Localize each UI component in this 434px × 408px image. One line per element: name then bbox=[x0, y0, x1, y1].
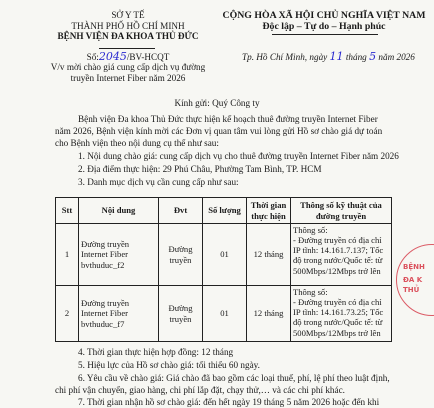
date-month: 5 bbox=[369, 50, 377, 63]
col-header-spec: Thông số kỹ thuật của đường truyền bbox=[291, 198, 392, 224]
cell-spec bbox=[291, 286, 392, 342]
list-item: 1. Nội dung chào giá: cung cấp dịch vụ cho thuê đường truyền Internet Fiber năm 2026 bbox=[78, 151, 399, 161]
cell-content: Đường truyền Internet Fiber bvthuduc_f7 bbox=[79, 286, 159, 342]
col-header-duration: Thời gian thực hiện bbox=[247, 198, 291, 224]
cell-quantity: 01 bbox=[203, 224, 247, 286]
cell-stt: 2 bbox=[56, 286, 79, 342]
cell-duration: 12 tháng bbox=[247, 224, 291, 286]
greeting: Kính gửi: Quý Công ty bbox=[174, 98, 260, 108]
official-stamp bbox=[396, 244, 434, 316]
spec-detail: - Đường truyền có địa chỉ IP tĩnh: 14.161.73.25; Tốc độ trong nước/Quốc tế: từ 500Mbps/12Mbps trở lên bbox=[293, 297, 384, 338]
subject-line: V/v mời chào giá cung cấp dịch vụ đường bbox=[50, 62, 206, 72]
hospital-name: BỆNH VIỆN ĐA KHOA THỦ ĐỨC bbox=[57, 31, 199, 42]
col-header-unit: Đvt bbox=[159, 198, 203, 224]
cell-unit: Đường truyền bbox=[159, 224, 203, 286]
date-suffix: năm 2026 bbox=[378, 52, 415, 62]
list-item: 2. Địa điểm thực hiện: 29 Phú Châu, Phường Tam Bình, TP. HCM bbox=[78, 164, 322, 174]
table-row bbox=[56, 224, 392, 286]
intro-line: cho Bệnh viện theo nội dung cụ thể như sau: bbox=[55, 138, 219, 148]
nation-title: CỘNG HÒA XÃ HỘI CHỦ NGHĨA VIỆT NAM bbox=[222, 10, 426, 21]
service-table bbox=[55, 197, 392, 342]
intro-line: năm 2026, Bệnh viện kính mời các Đơn vị quan tâm vui lòng gửi Hồ sơ chào giá dự toán bbox=[55, 126, 383, 136]
city-name: THÀNH PHỐ HỒ CHÍ MINH bbox=[71, 20, 185, 31]
doc-no-prefix: Số: bbox=[86, 52, 99, 62]
spec-label: Thông số: bbox=[293, 287, 328, 297]
cell-spec bbox=[291, 224, 392, 286]
table-row bbox=[56, 286, 392, 342]
list-item: 7. Thời gian nhận hồ sơ chào giá: đến hết ngày 19 tháng 5 năm 2026 hoặc đến khi bbox=[78, 397, 380, 407]
date-line bbox=[242, 51, 415, 64]
left-header bbox=[38, 10, 218, 42]
col-header-content: Nội dung bbox=[79, 198, 159, 224]
date-mid: tháng bbox=[345, 52, 367, 62]
cell-quantity: 01 bbox=[203, 286, 247, 342]
cell-unit: Đường truyền bbox=[159, 286, 203, 342]
stamp-text: BỆNH bbox=[403, 263, 425, 271]
motto-underline bbox=[272, 34, 378, 35]
col-header-stt: Stt bbox=[56, 198, 79, 224]
subject-line: truyền Internet Fiber năm 2026 bbox=[70, 72, 186, 83]
right-header bbox=[214, 10, 434, 33]
left-header-underline bbox=[99, 48, 155, 49]
spec-label: Thông số: bbox=[293, 225, 328, 235]
list-item-continuation: chi phí vận chuyển, giao hàng, chi phí lắp đặt, chạy thử,… và các chi phí khác. bbox=[55, 385, 345, 395]
table-header-row bbox=[56, 198, 392, 224]
list-item: 3. Danh mục dịch vụ cần cung cấp như sau: bbox=[78, 177, 239, 187]
doc-no-suffix: /BV-HCQT bbox=[126, 52, 170, 62]
spec-detail: - Đường truyền có địa chỉ IP tĩnh: 14.161.7.137; Tốc độ trong nước/Quốc tế: từ 500Mbps/12Mbps trở lên bbox=[293, 235, 384, 276]
stamp-text: ĐA K bbox=[403, 276, 423, 284]
date-prefix: Tp. Hồ Chí Minh, ngày bbox=[242, 52, 328, 62]
col-header-quantity: Số lượng bbox=[203, 198, 247, 224]
doc-no-handwritten: 2045 bbox=[98, 50, 127, 63]
stamp-text: THỦ bbox=[403, 286, 420, 294]
list-item: 6. Yêu cầu về chào giá: Giá chào đã bao gồm các loại thuế, phí, lệ phí theo luật định, bbox=[78, 373, 390, 383]
ministry-name: SỞ Y TẾ bbox=[111, 10, 145, 20]
list-item: 4. Thời gian thực hiện hợp đồng: 12 tháng bbox=[78, 347, 234, 357]
cell-content: Đường truyền Internet Fiber bvthuduc_f2 bbox=[79, 224, 159, 286]
motto: Độc lập – Tự do – Hạnh phúc bbox=[262, 21, 386, 33]
subject bbox=[38, 62, 218, 83]
cell-duration: 12 tháng bbox=[247, 286, 291, 342]
list-item: 5. Hiệu lực của Hồ sơ chào giá: tối thiểu 60 ngày. bbox=[78, 360, 260, 370]
intro-line: Bệnh viện Đa khoa Thủ Đức thực hiện kế hoạch thuê đường truyền Internet Fiber bbox=[78, 114, 378, 124]
date-day: 11 bbox=[329, 50, 344, 63]
cell-stt: 1 bbox=[56, 224, 79, 286]
